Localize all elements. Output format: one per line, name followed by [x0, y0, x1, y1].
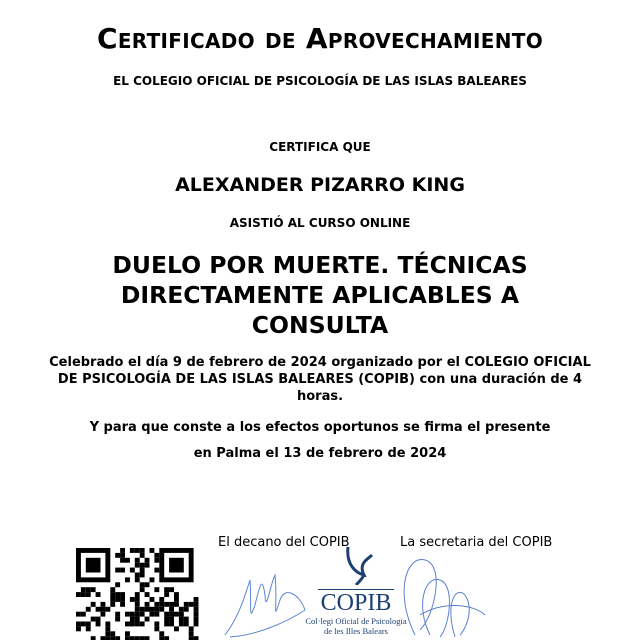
recipient-name: ALEXANDER PIZARRO KING	[175, 174, 465, 196]
closing-text: Y para que conste a los efectos oportunos se firma el presente	[89, 420, 551, 435]
secretary-label: La secretaria del COPIB	[400, 535, 553, 550]
dean-signature	[220, 565, 310, 640]
place-date: en Palma el 13 de febrero de 2024	[193, 446, 447, 461]
copib-emblem-icon	[336, 545, 376, 585]
organization-name: EL COLEGIO OFICIAL DE PSICOLOGÍA DE LAS ISLAS BALEARES	[113, 74, 527, 88]
course-title: DUELO POR MUERTE. TÉCNICAS DIRECTAMENTE APLICABLES A CONSULTA	[112, 251, 528, 339]
certifies-label: CERTIFICA QUE	[269, 140, 371, 154]
dean-label: El decano del COPIB	[218, 535, 350, 550]
course-description: Celebrado el día 9 de febrero de 2024 organizado por el COLEGIO OFICIAL DE PSICOLOGÍA DE LAS ISLAS BALEARES (COPIB) con una duración de 4 horas.	[49, 355, 591, 404]
certificate-title: Certificado de Aprovechamiento	[96, 22, 544, 55]
attended-label: ASISTIÓ AL CURSO ONLINE	[229, 216, 411, 230]
copib-logo: COPIB Col·legi Oficial de Psicologia de les Illes Balears	[300, 545, 412, 636]
qr-code	[76, 548, 202, 640]
